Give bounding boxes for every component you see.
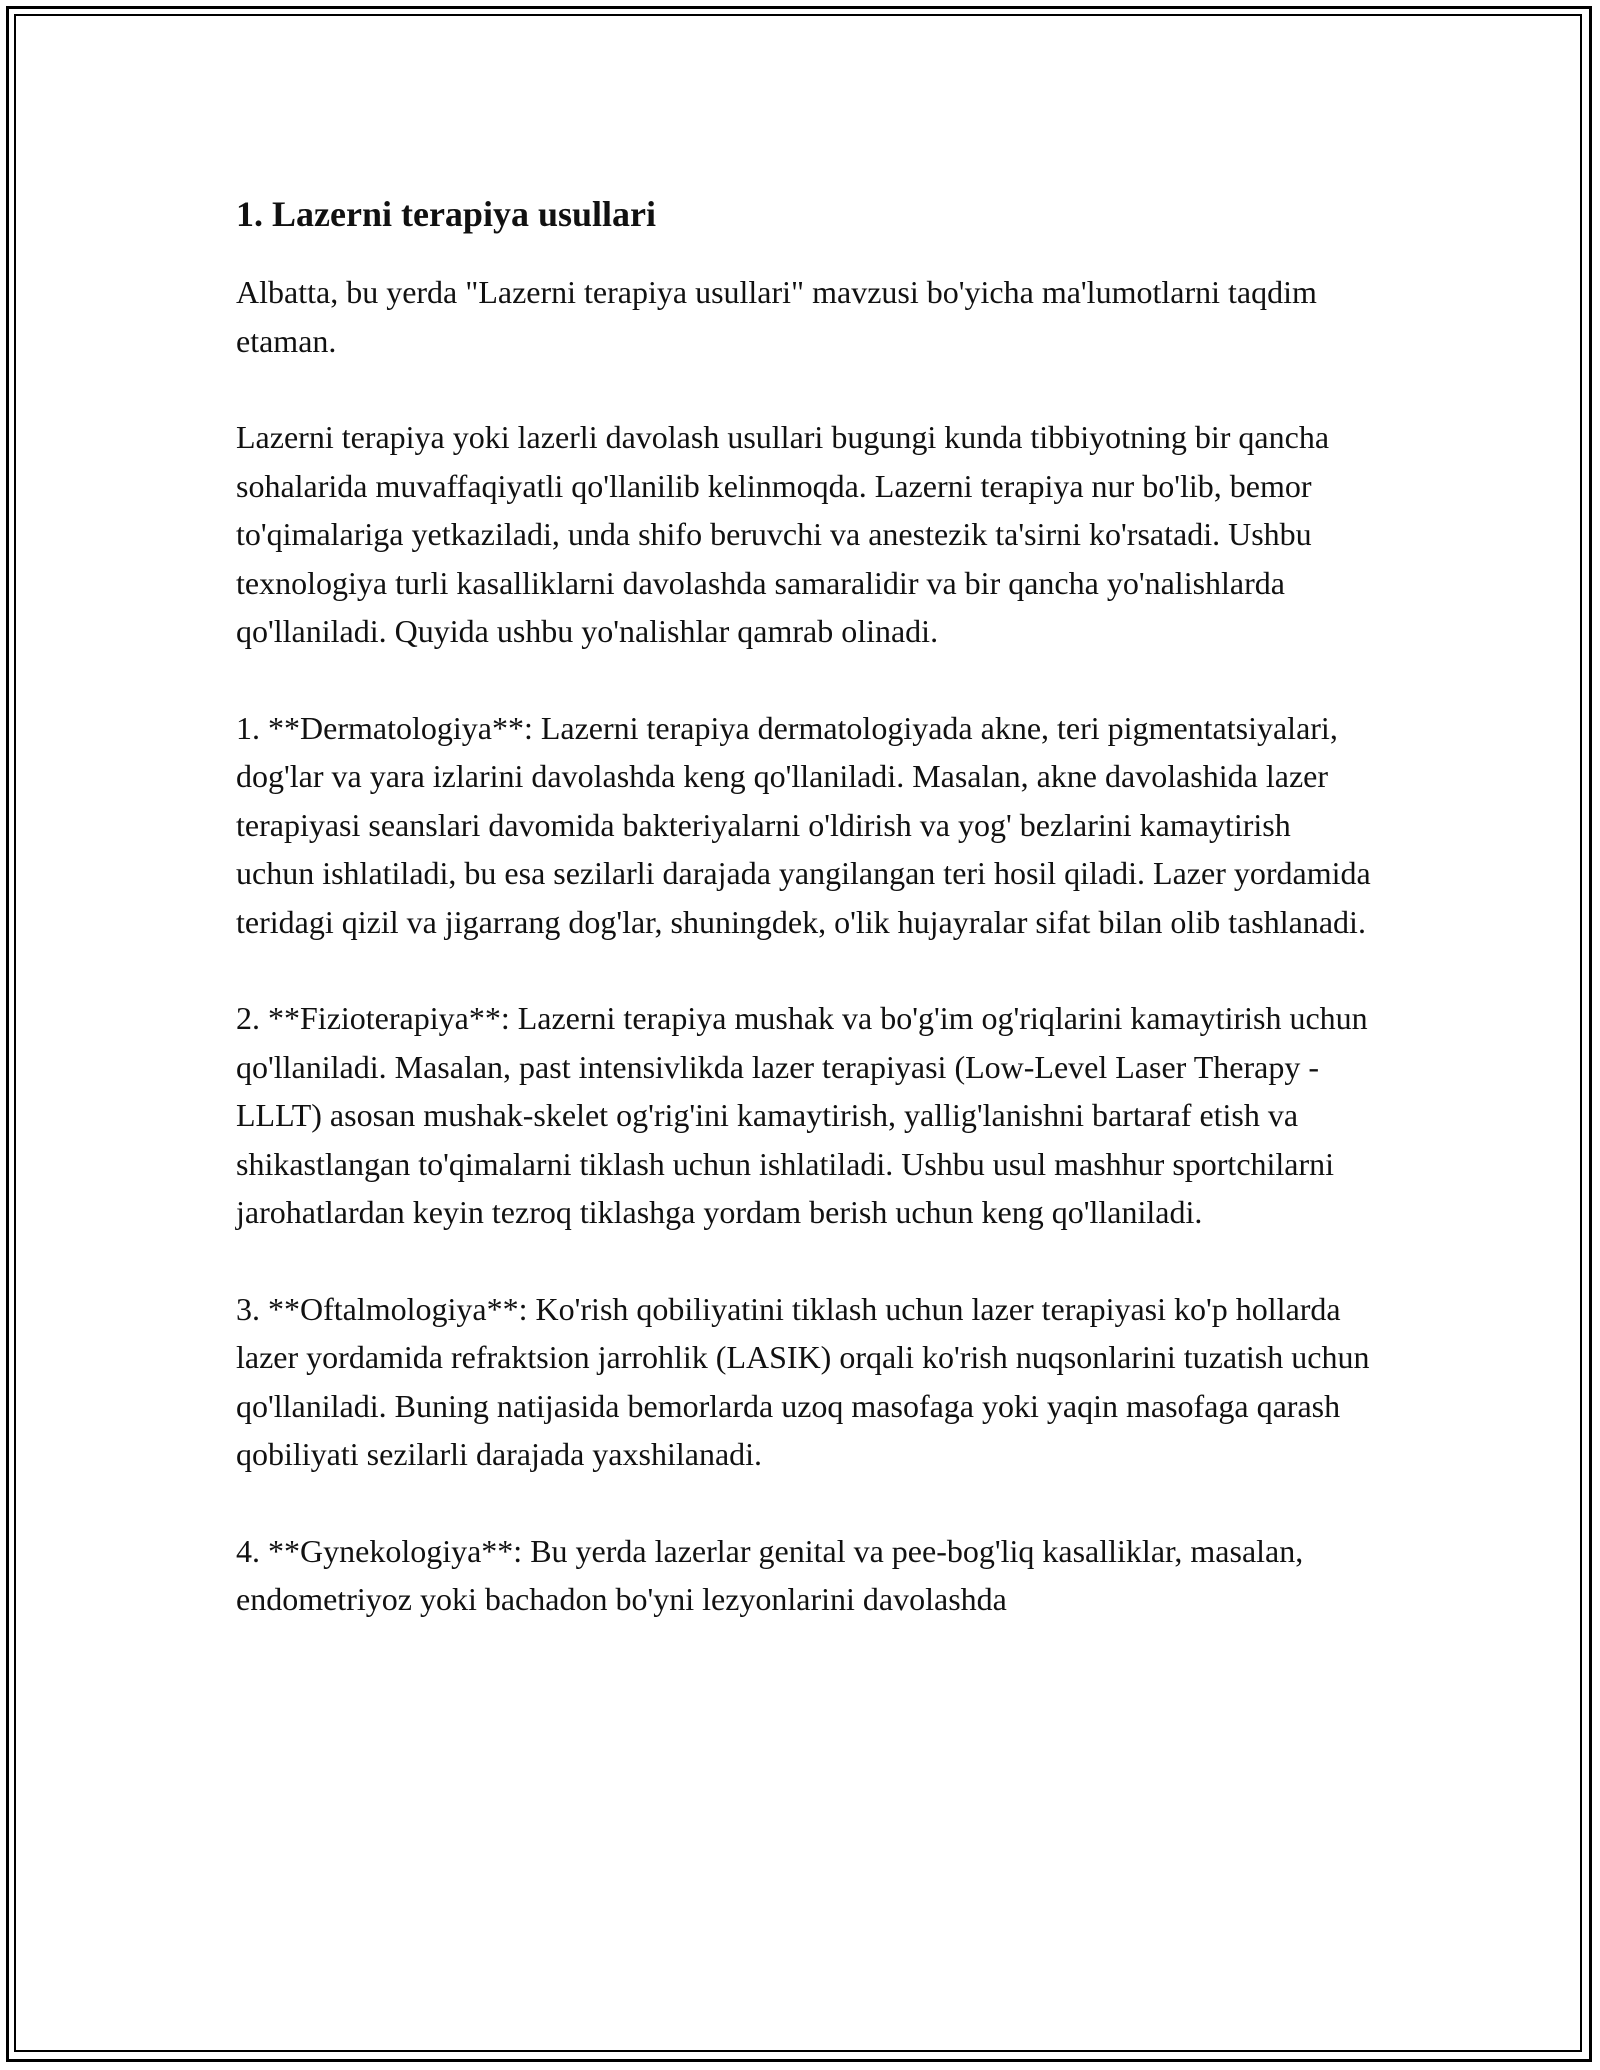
overview-paragraph: Lazerni terapiya yoki lazerli davolash usullari bugungi kunda tibbiyotning bir qancha sohalarida muvaffaqiyatli qo'llanilib kelinmoqda. Lazerni terapiya nur bo'lib, bemor to'qimalariga yetkaziladi, unda shifo beruvchi va anestezik ta'sirni ko'rsatadi. Ushbu texnologiya turli kasalliklarni davolashda samaralidir va bir qancha yo'nalishlarda qo'llaniladi. Quyida ushbu yo'nalishlar qamrab olinadi. — [236, 419, 1330, 649]
list-item-dermatology: 1. **Dermatologiya**: Lazerni terapiya dermatologiyada akne, teri pigmentatsiyalari, dog'lar va yara izlarini davolashda keng qo'llaniladi. Masalan, akne davolashida lazer terapiyasi seanslari davomida bakteriyalarni o'ldirish va yog' bezlarini kamaytirish uchun ishlatiladi, bu esa sezilarli darajada yangilangan teri hosil qiladi. Lazer yordamida teridagi qizil va jigarrang dog'lar, shuningdek, o'lik hujayralar sifat bilan olib tashlanadi. — [236, 709, 1371, 940]
intro-paragraph: Albatta, bu yerda "Lazerni terapiya usullari" mavzusi bo'yicha ma'lumotlarni taqdim etaman. — [236, 274, 1317, 359]
document-body — [236, 186, 1376, 1624]
list-item-gynecology: 4. **Gynekologiya**: Bu yerda lazerlar genital va pee-bog'liq kasalliklar, masalan, endometriyoz yoki bachadon bo'yni lezyonlarini davolashda — [236, 1532, 1304, 1617]
list-item-ophthalmology: 3. **Oftalmologiya**: Ko'rish qobiliyatini tiklash uchun lazer terapiyasi ko'p hollarda lazer yordamida refraktsion jarrohlik (LASIK) orqali ko'rish nuqsonlarini tuzatish uchun qo'llaniladi. Buning natijasida bemorlarda uzoq masofaga yoki yaqin masofaga qarash qobiliyati sezilarli darajada yaxshilanadi. — [236, 1290, 1370, 1472]
list-item-physiotherapy: 2. **Fizioterapiya**: Lazerni terapiya mushak va bo'g'im og'riqlarini kamaytirish uchun qo'llaniladi. Masalan, past intensivlikda lazer terapiyasi (Low-Level Laser Therapy - LLLT) asosan mushak-skelet og'rig'ini kamaytirish, yallig'lanishni bartaraf etish va shikastlangan to'qimalarni tiklash uchun ishlatiladi. Ushbu usul mashhur sportchilarni jarohatlardan keyin tezroq tiklashga yordam berish uchun keng qo'llaniladi. — [236, 1000, 1368, 1230]
section-heading: 1. Lazerni terapiya usullari — [236, 194, 656, 234]
